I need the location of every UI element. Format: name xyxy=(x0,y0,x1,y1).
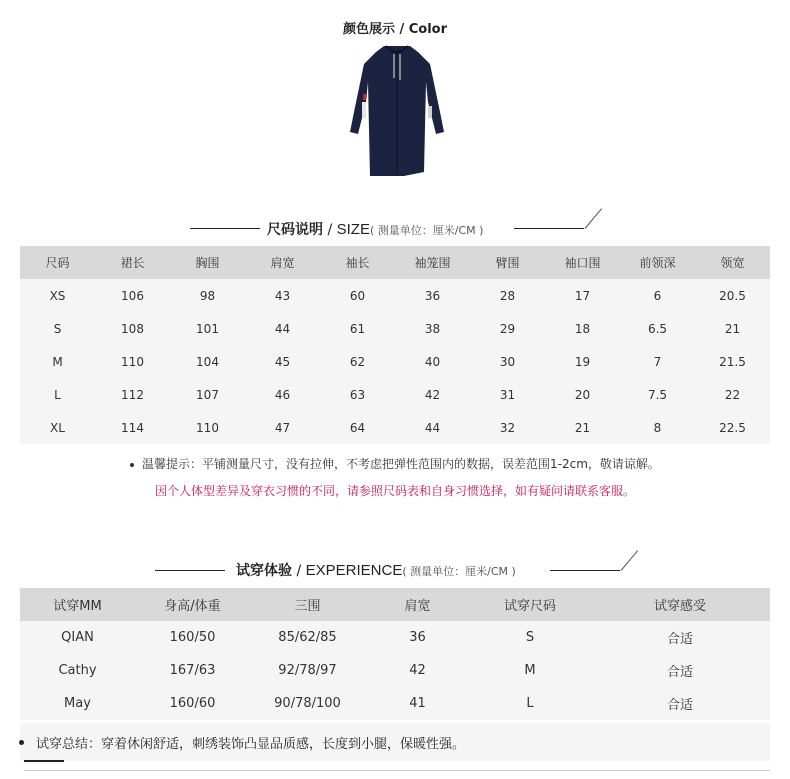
table-cell: 107 xyxy=(170,378,245,411)
table-cell: 85/62/85 xyxy=(250,621,365,654)
garment-image xyxy=(348,42,446,180)
table-cell: 合适 xyxy=(590,687,770,720)
fitting-summary xyxy=(20,723,770,761)
table-row xyxy=(20,411,770,444)
table-cell: 61 xyxy=(320,312,395,345)
table-row xyxy=(20,279,770,312)
table-cell: 20 xyxy=(545,378,620,411)
table-cell: 60 xyxy=(320,279,395,312)
experience-col-header: 身高/体重 xyxy=(135,588,250,621)
table-cell: 29 xyxy=(470,312,545,345)
table-cell: 合适 xyxy=(590,621,770,654)
table-cell: 63 xyxy=(320,378,395,411)
table-cell: 104 xyxy=(170,345,245,378)
size-col-header: 前领深 xyxy=(620,246,695,279)
table-cell: 32 xyxy=(470,411,545,444)
heading-rule-left xyxy=(190,228,260,229)
heading-rule-right xyxy=(550,570,620,571)
table-cell: S xyxy=(20,312,95,345)
table-cell: 45 xyxy=(245,345,320,378)
size-col-header: 裙长 xyxy=(95,246,170,279)
size-title-sep: / xyxy=(323,222,337,238)
table-cell: 98 xyxy=(170,279,245,312)
table-cell: 44 xyxy=(395,411,470,444)
size-title-en: SIZE xyxy=(336,221,370,238)
table-cell: M xyxy=(470,654,590,687)
table-cell: 28 xyxy=(470,279,545,312)
heading-rule-right xyxy=(514,228,584,229)
table-cell: 38 xyxy=(395,312,470,345)
experience-section-header xyxy=(0,555,790,585)
table-cell: M xyxy=(20,345,95,378)
measurement-tip-text: 温馨提示：平铺测量尺寸，没有拉伸，不考虑把弹性范围内的数据，误差范围1-2cm，敬请谅解。 xyxy=(142,457,660,471)
bottom-accent-bar xyxy=(24,760,64,762)
table-cell: 30 xyxy=(470,345,545,378)
table-cell: 112 xyxy=(95,378,170,411)
table-cell: 17 xyxy=(545,279,620,312)
table-cell: 21 xyxy=(695,312,770,345)
table-cell: 19 xyxy=(545,345,620,378)
table-cell: 62 xyxy=(320,345,395,378)
size-section-title xyxy=(267,219,483,239)
table-cell: 31 xyxy=(470,378,545,411)
table-cell: 64 xyxy=(320,411,395,444)
color-section-title: 颜色展示 / Color xyxy=(342,22,448,37)
experience-title-cn: 试穿体验 xyxy=(236,563,292,579)
table-row xyxy=(20,654,770,687)
table-cell: 44 xyxy=(245,312,320,345)
table-row xyxy=(20,345,770,378)
size-col-header: 袖笼围 xyxy=(395,246,470,279)
size-col-header: 袖口围 xyxy=(545,246,620,279)
experience-unit-note: ( 测量单位：厘米/CM ) xyxy=(402,565,516,578)
bottom-divider xyxy=(24,770,770,771)
table-cell: QIAN xyxy=(20,621,135,654)
size-title-cn: 尺码说明 xyxy=(267,222,323,238)
size-table xyxy=(20,246,770,444)
size-col-header: 胸围 xyxy=(170,246,245,279)
table-cell: XS xyxy=(20,279,95,312)
table-cell: 101 xyxy=(170,312,245,345)
table-cell: 47 xyxy=(245,411,320,444)
table-cell: L xyxy=(20,378,95,411)
experience-col-header: 试穿尺码 xyxy=(470,588,590,621)
table-cell: 106 xyxy=(95,279,170,312)
table-cell: 7.5 xyxy=(620,378,695,411)
measurement-tip xyxy=(0,455,790,472)
bullet-dot xyxy=(130,463,134,467)
table-cell: 36 xyxy=(395,279,470,312)
table-cell: Cathy xyxy=(20,654,135,687)
table-cell: XL xyxy=(20,411,95,444)
size-col-header: 臂围 xyxy=(470,246,545,279)
table-cell: 18 xyxy=(545,312,620,345)
table-row xyxy=(20,378,770,411)
experience-table xyxy=(20,588,770,720)
size-unit-note: ( 测量单位：厘米/CM ) xyxy=(369,224,484,237)
table-cell: 22.5 xyxy=(695,411,770,444)
size-table-header-row xyxy=(20,246,770,279)
table-cell: 36 xyxy=(365,621,470,654)
table-cell: 42 xyxy=(395,378,470,411)
table-cell: 6.5 xyxy=(620,312,695,345)
size-section-header xyxy=(0,214,790,244)
table-cell: 22 xyxy=(695,378,770,411)
table-cell: 42 xyxy=(365,654,470,687)
table-cell: L xyxy=(470,687,590,720)
table-cell: 41 xyxy=(365,687,470,720)
table-cell: 160/60 xyxy=(135,687,250,720)
table-cell: 40 xyxy=(395,345,470,378)
heading-slash xyxy=(621,550,638,571)
heading-rule-left xyxy=(155,570,225,571)
size-col-header: 袖长 xyxy=(320,246,395,279)
size-col-header: 肩宽 xyxy=(245,246,320,279)
size-col-header: 尺码 xyxy=(20,246,95,279)
experience-title-en: EXPERIENCE xyxy=(305,562,403,579)
table-cell: 21.5 xyxy=(695,345,770,378)
table-cell: 90/78/100 xyxy=(250,687,365,720)
table-cell: 160/50 xyxy=(135,621,250,654)
table-cell: 20.5 xyxy=(695,279,770,312)
bullet-dot xyxy=(19,740,24,745)
table-cell: 114 xyxy=(95,411,170,444)
experience-col-header: 肩宽 xyxy=(365,588,470,621)
table-row xyxy=(20,687,770,720)
table-cell: 92/78/97 xyxy=(250,654,365,687)
fitting-summary-text: 试穿总结：穿着休闲舒适，刺绣装饰凸显品质感，长度到小腿，保暖性强。 xyxy=(36,737,466,752)
table-cell: 110 xyxy=(95,345,170,378)
table-row xyxy=(20,312,770,345)
heading-slash xyxy=(585,208,602,229)
size-col-header: 领宽 xyxy=(695,246,770,279)
table-cell: 21 xyxy=(545,411,620,444)
size-advice: 因个人体型差异及穿衣习惯的不同，请参照尺码表和自身习惯选择，如有疑问请联系客服。 xyxy=(154,484,635,498)
experience-section-title xyxy=(236,560,516,580)
table-cell: May xyxy=(20,687,135,720)
table-cell: 46 xyxy=(245,378,320,411)
table-cell: 合适 xyxy=(590,654,770,687)
table-cell: 43 xyxy=(245,279,320,312)
table-cell: 6 xyxy=(620,279,695,312)
table-cell: 167/63 xyxy=(135,654,250,687)
experience-col-header: 三围 xyxy=(250,588,365,621)
experience-table-header-row xyxy=(20,588,770,621)
experience-title-sep: / xyxy=(292,563,306,579)
experience-col-header: 试穿MM xyxy=(20,588,135,621)
table-cell: S xyxy=(470,621,590,654)
table-cell: 8 xyxy=(620,411,695,444)
experience-col-header: 试穿感受 xyxy=(590,588,770,621)
table-cell: 7 xyxy=(620,345,695,378)
table-cell: 110 xyxy=(170,411,245,444)
table-cell: 108 xyxy=(95,312,170,345)
table-row xyxy=(20,621,770,654)
